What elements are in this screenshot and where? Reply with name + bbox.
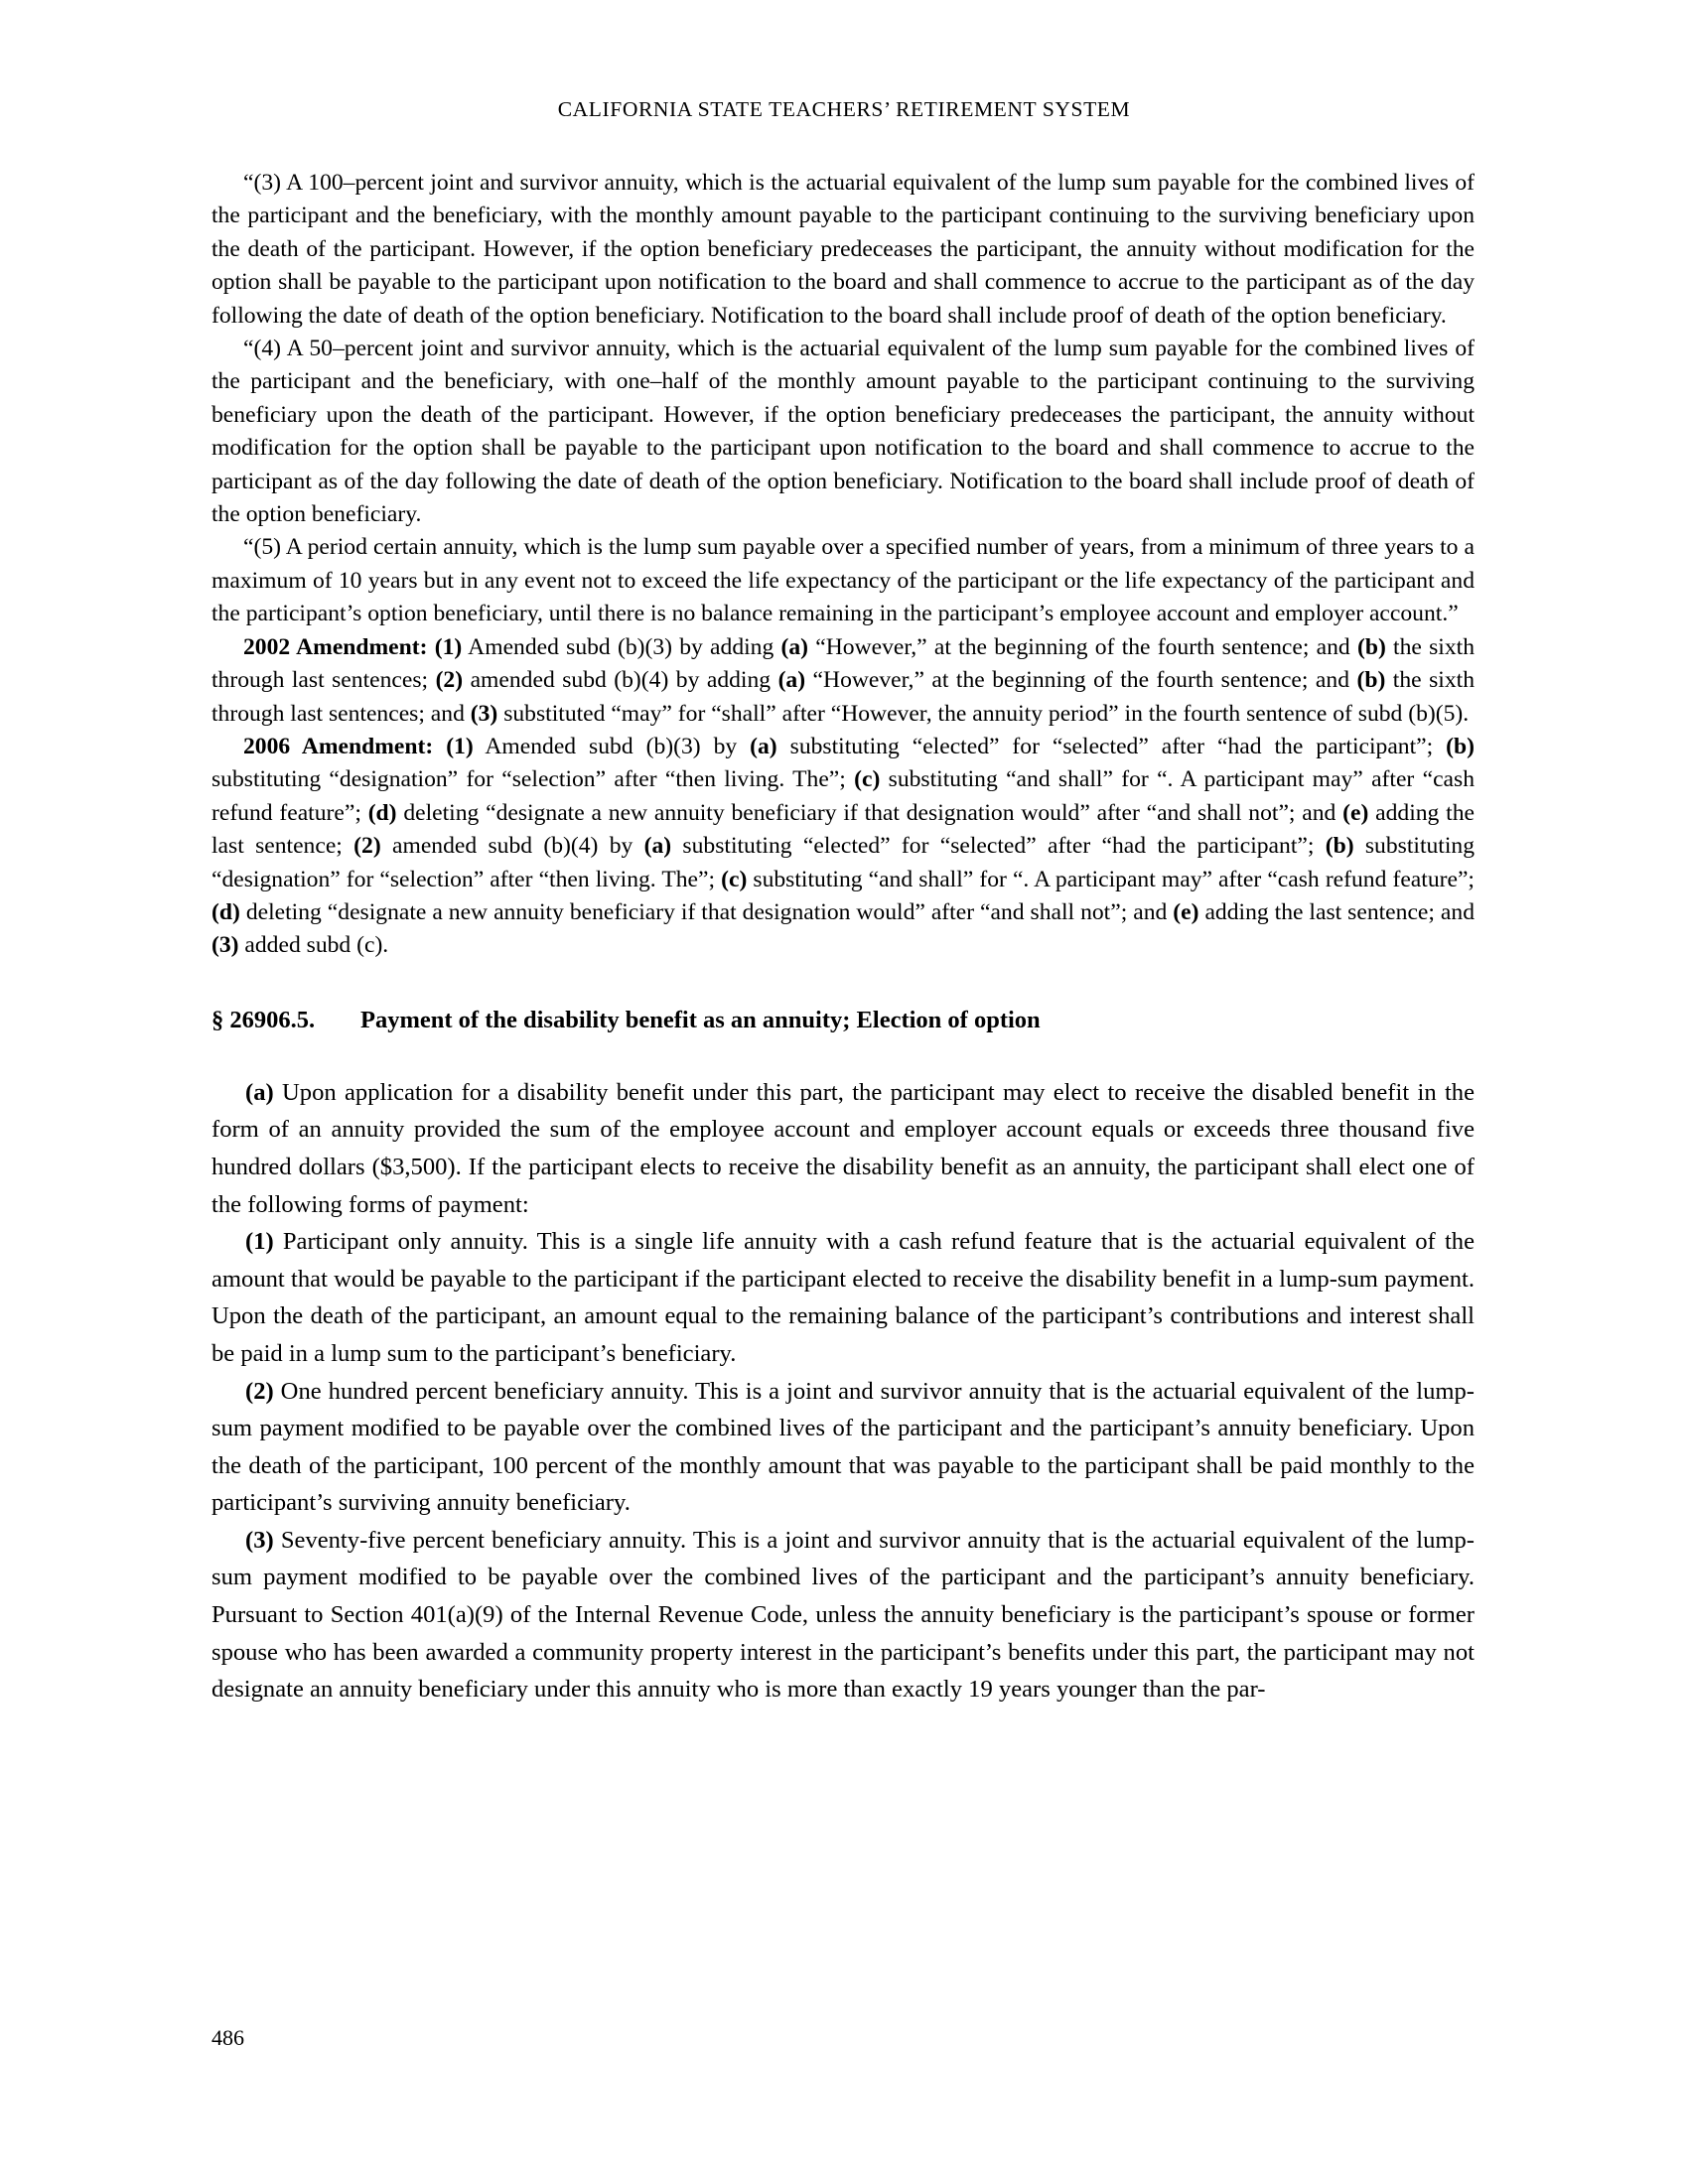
amendment-text: Amended subd (b)(3) by adding: [462, 633, 781, 660]
amendment-text: substituting “designation” for “selection” after “then living. The”;: [211, 766, 855, 793]
paragraph-3-label: (3): [245, 1526, 274, 1554]
amendment-text: substituted “may” for “shall” after “However, the annuity period” in the fourth sentence of subd (b)(5).: [497, 700, 1470, 727]
amendment-marker: (a): [643, 833, 672, 860]
paragraph-a-text: Upon application for a disability benefit under this part, the participant may elect to receive the disabled benefit in the form of an annuity provided the sum of the employee account and employer account equals or exceeds three thousand five hundred dollars ($3,500). If the participant elects to receive the disability benefit as an annuity, the participant shall elect one of the following forms of payment:: [211, 1078, 1475, 1218]
amendment-label: 2006 Amendment:: [243, 733, 447, 759]
amendment-text: Amended subd (b)(3) by: [473, 733, 751, 759]
running-head: CALIFORNIA STATE TEACHERS’ RETIREMENT SYSTEM: [557, 97, 1131, 121]
amendment-text: substituting “designation” for “selection” after “then living. The”;: [211, 833, 1475, 892]
amendment-marker: (2): [435, 667, 464, 694]
paragraph-2: [211, 1373, 1475, 1522]
paragraph-1-label: (1): [245, 1228, 274, 1256]
amendment-marker: (d): [367, 799, 397, 826]
amendment-marker: (b): [1356, 667, 1386, 694]
paragraph-subd-b3: “(3) A 100–percent joint and survivor annuity, which is the actuarial equivalent of the lump sum payable for the combined lives of the participant and the beneficiary, with the monthly amount payable to the participant continuing to the surviving beneficiary upon the death of the participant. However, if the option beneficiary predeceases the participant, the annuity without modification for the option shall be payable to the participant upon notification to the board and shall commence to accrue to the participant as of the day following the date of death of the option beneficiary. Notification to the board shall include proof of death of the option beneficiary.: [211, 170, 1475, 329]
amendment-marker: (b): [1325, 833, 1354, 860]
amendment-text: the sixth through last sentences;: [211, 633, 1475, 694]
amendment-marker: (a): [780, 633, 809, 660]
amendment-text: adding the last sentence;: [211, 799, 1475, 860]
amendment-text: substituting “and shall” for “. A participant may” after “cash refund feature”;: [747, 866, 1475, 892]
section-body: [211, 1074, 1475, 1708]
paragraph-subd-b5: “(5) A period certain annuity, which is the lump sum payable over a specified number of years, from a minimum of three years to a maximum of 10 years but in any event not to exceed the life expectancy of the participant or the life expectancy of the participant and the participant’s option beneficiary, until there is no balance remaining in the participant’s employee account and employer account.”: [211, 534, 1475, 627]
amendment-marker: (b): [1356, 633, 1386, 660]
amendment-marker: (3): [470, 700, 498, 727]
amendment-text: added subd (c).: [238, 932, 389, 959]
amendment-marker: (2): [353, 833, 381, 860]
paragraph-1: [211, 1223, 1475, 1372]
paragraph-3-text: Seventy-five percent beneficiary annuity. This is a joint and survivor annuity that is the actuarial equivalent of the lump-sum payment modified to be payable over the combined lives of the participant and the participant’s annuity beneficiary. Pursuant to Section 401(a)(9) of the Internal Revenue Code, unless the annuity beneficiary is the participant’s spouse or former spouse who has been awarded a community property interest in the participant’s benefits under this part, the participant may not designate an annuity beneficiary under this annuity who is more than exactly 19 years younger than the par-: [211, 1526, 1475, 1704]
amendment-text: “However,” at the beginning of the fourth sentence; and: [808, 633, 1357, 660]
amendment-text: substituting “elected” for “selected” after “had the participant”;: [671, 833, 1326, 860]
paragraph-2-label: (2): [245, 1377, 274, 1405]
amendment-label: 2002 Amendment:: [243, 633, 435, 660]
section-title: Payment of the disability benefit as an annuity; Election of option: [360, 1006, 1041, 1033]
section-heading: [211, 1005, 1475, 1036]
paragraph-3: [211, 1522, 1475, 1708]
amendment-text: substituting “and shall” for “. A participant may” after “cash refund feature”;: [211, 766, 1475, 826]
amendment-text: amended subd (b)(4) by: [380, 833, 644, 860]
amendment-marker: (e): [1342, 799, 1369, 826]
amendment-marker: (a): [777, 667, 806, 694]
amendment-marker: (a): [750, 733, 777, 759]
amendment-text: the sixth through last sentences; and: [211, 667, 1476, 727]
paragraph-subd-b4: “(4) A 50–percent joint and survivor annuity, which is the actuarial equivalent of the lump sum payable for the combined lives of the participant and the beneficiary, with one–half of the monthly amount payable to the participant continuing to the surviving beneficiary upon the death of the participant. However, if the option beneficiary predeceases the participant, the annuity without modification for the option shall be payable to the participant upon notification to the board and shall commence to accrue to the participant as of the day following the date of death of the option beneficiary. Notification to the board shall include proof of death of the option beneficiary.: [211, 336, 1475, 528]
amendment-text: amended subd (b)(4) by adding: [463, 667, 778, 694]
amendment-text: deleting “designate a new annuity beneficiary if that designation would” after “and shall not”; and: [239, 898, 1174, 925]
paragraph-1-text: Participant only annuity. This is a single life annuity with a cash refund feature that is the actuarial equivalent of the amount that would be payable to the participant if the participant elected to receive the disability benefit in a lump-sum payment. Upon the death of the participant, an amount equal to the remaining balance of the participant’s contributions and interest shall be paid in a lump sum to the participant’s beneficiary.: [211, 1228, 1475, 1367]
amendment-text: “However,” at the beginning of the fourth sentence; and: [805, 667, 1357, 694]
page-content: [211, 167, 1475, 1708]
amendment-note-2006: [211, 731, 1475, 963]
amendment-text: substituting “elected” for “selected” after “had the participant”;: [776, 733, 1447, 759]
paragraph-a: [211, 1074, 1475, 1223]
paragraph-2-text: One hundred percent beneficiary annuity. This is a joint and survivor annuity that is the actuarial equivalent of the lump-sum payment modified to be payable over the combined lives of the participant and the participant’s annuity beneficiary. Upon the death of the participant, 100 percent of the monthly amount that was payable to the participant shall be paid monthly to the participant’s surviving annuity beneficiary.: [211, 1377, 1475, 1517]
amendment-marker: (e): [1173, 898, 1199, 925]
amendment-marker: (1): [446, 733, 474, 759]
amendment-marker: (c): [854, 766, 881, 793]
page-number: 486: [211, 2025, 244, 2050]
amendment-marker: (c): [721, 866, 748, 892]
amendment-text: deleting “designate a new annuity beneficiary if that designation would” after “and shall not”; and: [396, 799, 1343, 826]
section-number: § 26906.5.: [211, 1006, 316, 1033]
amendment-note-2002: [211, 631, 1475, 731]
amendment-text: adding the last sentence; and: [1198, 898, 1475, 925]
amendment-marker: (b): [1446, 733, 1475, 759]
amendment-marker: (d): [211, 898, 240, 925]
amendment-marker: (1): [434, 633, 463, 660]
paragraph-a-label: (a): [245, 1078, 274, 1106]
amendment-marker: (3): [211, 932, 239, 959]
